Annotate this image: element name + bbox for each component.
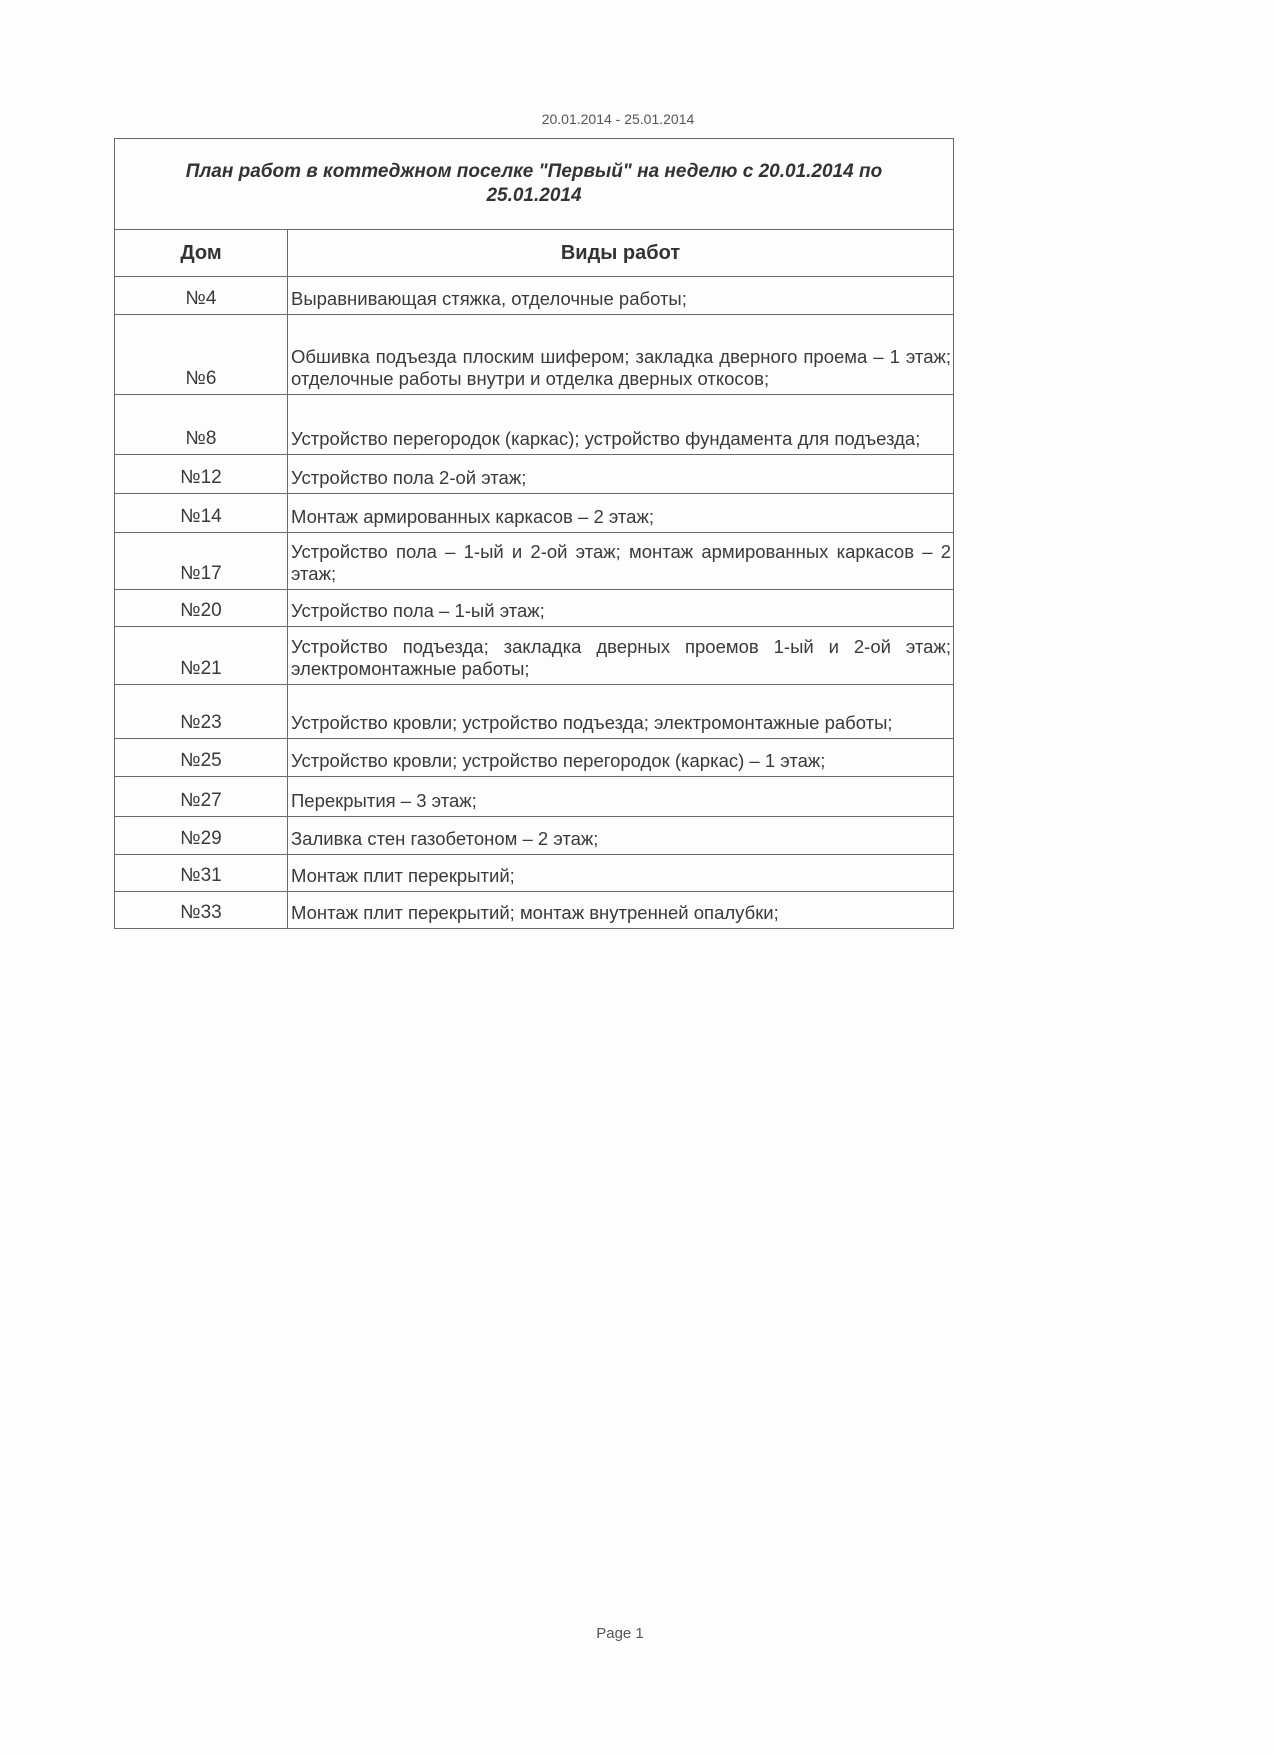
table-row: [115, 315, 954, 395]
page-number: Page 1: [596, 1625, 644, 1642]
header-date-range: 20.01.2014 - 25.01.2014: [541, 111, 695, 127]
table-row: [115, 395, 954, 455]
work-description-cell: Выравнивающая стяжка, отделочные работы;: [288, 277, 954, 315]
work-description-cell: Монтаж плит перекрытий;: [288, 855, 954, 892]
house-number-cell: №20: [115, 590, 288, 627]
house-number-cell: №4: [115, 277, 288, 315]
work-description-cell: Устройство подъезда; закладка дверных проемов 1-ый и 2-ой этаж; электромонтажные работы;: [288, 627, 954, 685]
table-row: [115, 817, 954, 855]
house-number-cell: №21: [115, 627, 288, 685]
table-row: [115, 494, 954, 533]
house-number-cell: №25: [115, 739, 288, 777]
house-number-cell: №31: [115, 855, 288, 892]
table-row: [115, 533, 954, 590]
house-number-cell: №8: [115, 395, 288, 455]
work-plan-table: [114, 138, 954, 929]
table-body: [115, 277, 954, 929]
work-description-cell: Устройство пола 2-ой этаж;: [288, 455, 954, 494]
work-description-cell: Устройство пола – 1-ый и 2-ой этаж; монтаж армированных каркасов – 2 этаж;: [288, 533, 954, 590]
work-description-cell: Устройство кровли; устройство перегородок (каркас) – 1 этаж;: [288, 739, 954, 777]
house-number-cell: №17: [115, 533, 288, 590]
house-number-cell: №27: [115, 777, 288, 817]
table-row: [115, 777, 954, 817]
house-number-cell: №33: [115, 892, 288, 929]
house-number-cell: №12: [115, 455, 288, 494]
work-description-cell: Устройство пола – 1-ый этаж;: [288, 590, 954, 627]
house-number-cell: №23: [115, 685, 288, 739]
work-description-cell: Заливка стен газобетоном – 2 этаж;: [288, 817, 954, 855]
work-description-cell: Монтаж армированных каркасов – 2 этаж;: [288, 494, 954, 533]
work-description-cell: Устройство перегородок (каркас); устройство фундамента для подъезда;: [288, 395, 954, 455]
table-title-row: [115, 139, 954, 230]
column-header-works: Виды работ: [288, 230, 954, 277]
work-description-cell: Монтаж плит перекрытий; монтаж внутренней опалубки;: [288, 892, 954, 929]
house-number-cell: №6: [115, 315, 288, 395]
table-header-row: [115, 230, 954, 277]
table-row: [115, 855, 954, 892]
work-description-cell: Устройство кровли; устройство подъезда; электромонтажные работы;: [288, 685, 954, 739]
work-description-cell: Обшивка подъезда плоским шифером; закладка дверного проема – 1 этаж; отделочные работы внутри и отделка дверных откосов;: [288, 315, 954, 395]
table-row: [115, 627, 954, 685]
table-row: [115, 892, 954, 929]
house-number-cell: №14: [115, 494, 288, 533]
table-row: [115, 590, 954, 627]
column-header-house: Дом: [115, 230, 288, 277]
table-title: План работ в коттеджном поселке "Первый" на неделю с 20.01.2014 по 25.01.2014: [115, 139, 954, 230]
table-row: [115, 455, 954, 494]
table-row: [115, 739, 954, 777]
work-description-cell: Перекрытия – 3 этаж;: [288, 777, 954, 817]
table-row: [115, 685, 954, 739]
table-row: [115, 277, 954, 315]
house-number-cell: №29: [115, 817, 288, 855]
